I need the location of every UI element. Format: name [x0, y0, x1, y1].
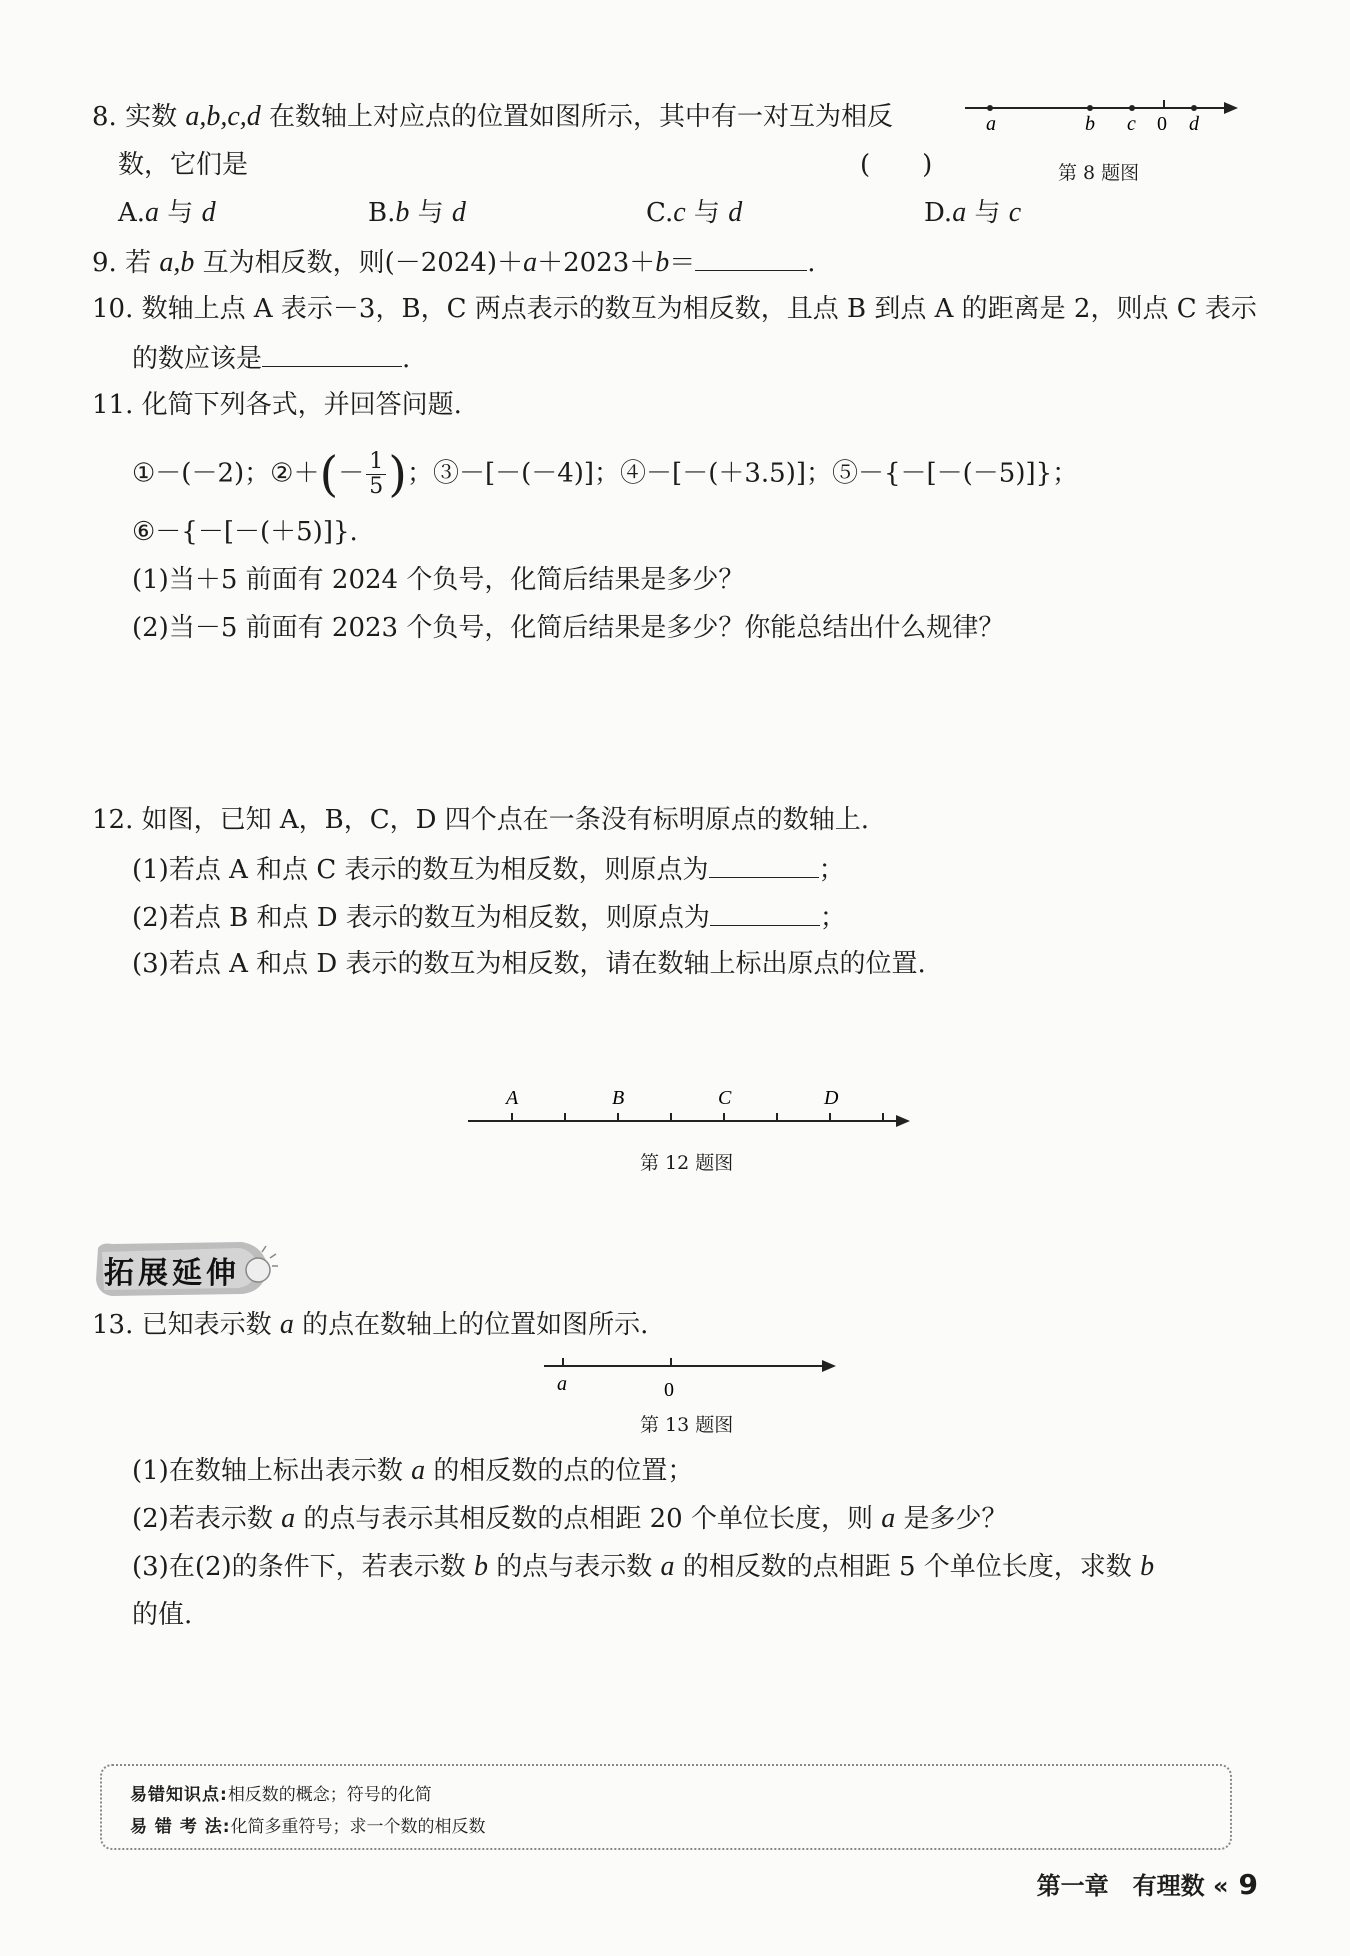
q8-point-d	[1191, 105, 1197, 111]
q12-part1-blank[interactable]	[709, 851, 819, 878]
q10-line1: 10. 数轴上点 A 表示－3，B，C 两点表示的数互为相反数，且点 B 到点 A 的距离是 2，则点 C 表示	[92, 294, 1257, 324]
q8-point-a	[987, 105, 993, 111]
q13-caption: 第 13 题图	[640, 1414, 734, 1436]
q12-label-d: D	[824, 1087, 839, 1109]
q13-label-0: 0	[664, 1379, 674, 1401]
q8-point-c	[1129, 105, 1135, 111]
page-footer	[1037, 1866, 1258, 1901]
q13-title: 13. 已知表示数 a 的点在数轴上的位置如图所示.	[92, 1309, 649, 1340]
q11-fraction: $\frac{1}{5}$	[366, 450, 386, 499]
q11-title: 11. 化简下列各式，并回答问题.	[92, 390, 462, 420]
q12-label-c: C	[718, 1087, 732, 1109]
q13-part3-line2: 的值.	[132, 1600, 193, 1630]
q12-ticks	[512, 1113, 883, 1121]
q12-caption: 第 12 题图	[640, 1152, 734, 1174]
q8-line2: 数，它们是	[118, 150, 249, 180]
q11-expressions-line2: ⑥－{－[－(＋5)]}.	[132, 517, 358, 547]
bulb-icon	[246, 1258, 270, 1282]
q12-label-b: B	[612, 1087, 625, 1109]
q12-part2: (2)若点 B 和点 D 表示的数互为相反数，则原点为 ；	[132, 899, 846, 935]
mistake-knowledge: 易错知识点:相反数的概念；符号的化简	[130, 1785, 432, 1805]
chevron-left-icon: «	[1213, 1872, 1229, 1900]
q8-option-d[interactable]: D.a 与 c	[924, 197, 1022, 228]
q8-option-a[interactable]: A.a 与 d	[118, 197, 216, 228]
q8-label-c: c	[1127, 113, 1136, 135]
q12-label-a: A	[506, 1087, 519, 1109]
mistake-methods: 易 错 考 法:化简多重符号；求一个数的相反数	[130, 1817, 486, 1837]
q12-number-line[interactable]	[462, 1080, 912, 1130]
q8-answer-paren: ( )	[860, 150, 933, 180]
q13-part3: (3)在(2)的条件下，若表示数 b 的点与表示数 a 的相反数的点相距 5 个单位长度，求数 b	[132, 1551, 1155, 1582]
q11-part1: (1)当＋5 前面有 2024 个负号，化简后结果是多少？	[132, 565, 745, 595]
q9-answer-blank[interactable]	[695, 244, 807, 271]
q12-part3: (3)若点 A 和点 D 表示的数互为相反数，请在数轴上标出原点的位置.	[132, 949, 926, 979]
q10-line2: 的数应该是 .	[132, 340, 410, 376]
q8-label-a: a	[986, 113, 996, 135]
chapter-title: 第一章 有理数	[1036, 1872, 1205, 1900]
q11-expressions-line1: ①－(－2)；②＋(－ $\frac{1}{5}$ )；③－[－(－4)]；④－[－(＋3.5)]；⑤－{－[－(－5)]}；	[132, 446, 1079, 503]
q8-label-0: 0	[1157, 113, 1167, 135]
q8-label-b: b	[1085, 113, 1095, 135]
q10-answer-blank[interactable]	[262, 340, 402, 367]
q13-number-line[interactable]	[540, 1352, 840, 1402]
q8-caption: 第 8 题图	[1058, 162, 1140, 184]
q8-point-b	[1087, 105, 1093, 111]
q12-part2-blank[interactable]	[710, 899, 820, 926]
q8-line1: 8. 实数 a,b,c,d 在数轴上对应点的位置如图所示，其中有一对互为相反	[92, 101, 894, 132]
q12-part1: (1)若点 A 和点 C 表示的数互为相反数，则原点为 ；	[132, 851, 845, 887]
q13-label-a: a	[557, 1373, 567, 1395]
q11-part2: (2)当－5 前面有 2023 个负号，化简后结果是多少？你能总结出什么规律？	[132, 613, 1005, 643]
q8-number-line	[960, 90, 1240, 140]
q8-option-b[interactable]: B.b 与 d	[368, 197, 466, 228]
q13-part2: (2)若表示数 a 的点与表示其相反数的点相距 20 个单位长度，则 a 是多少？	[132, 1503, 1008, 1534]
q12-title: 12. 如图，已知 A，B，C，D 四个点在一条没有标明原点的数轴上.	[92, 805, 870, 835]
q13-part1: (1)在数轴上标出表示数 a 的相反数的点的位置；	[132, 1455, 694, 1486]
q8-label-d: d	[1189, 113, 1199, 135]
q8-option-c[interactable]: C.c 与 d	[646, 197, 743, 228]
page-number: 9	[1238, 1868, 1258, 1901]
q9-line: 9. 若 a,b 互为相反数，则(－2024)＋a＋2023＋b＝ .	[92, 244, 816, 280]
section-title: 拓展延伸	[104, 1256, 240, 1291]
mistake-notes-box	[100, 1764, 1232, 1850]
